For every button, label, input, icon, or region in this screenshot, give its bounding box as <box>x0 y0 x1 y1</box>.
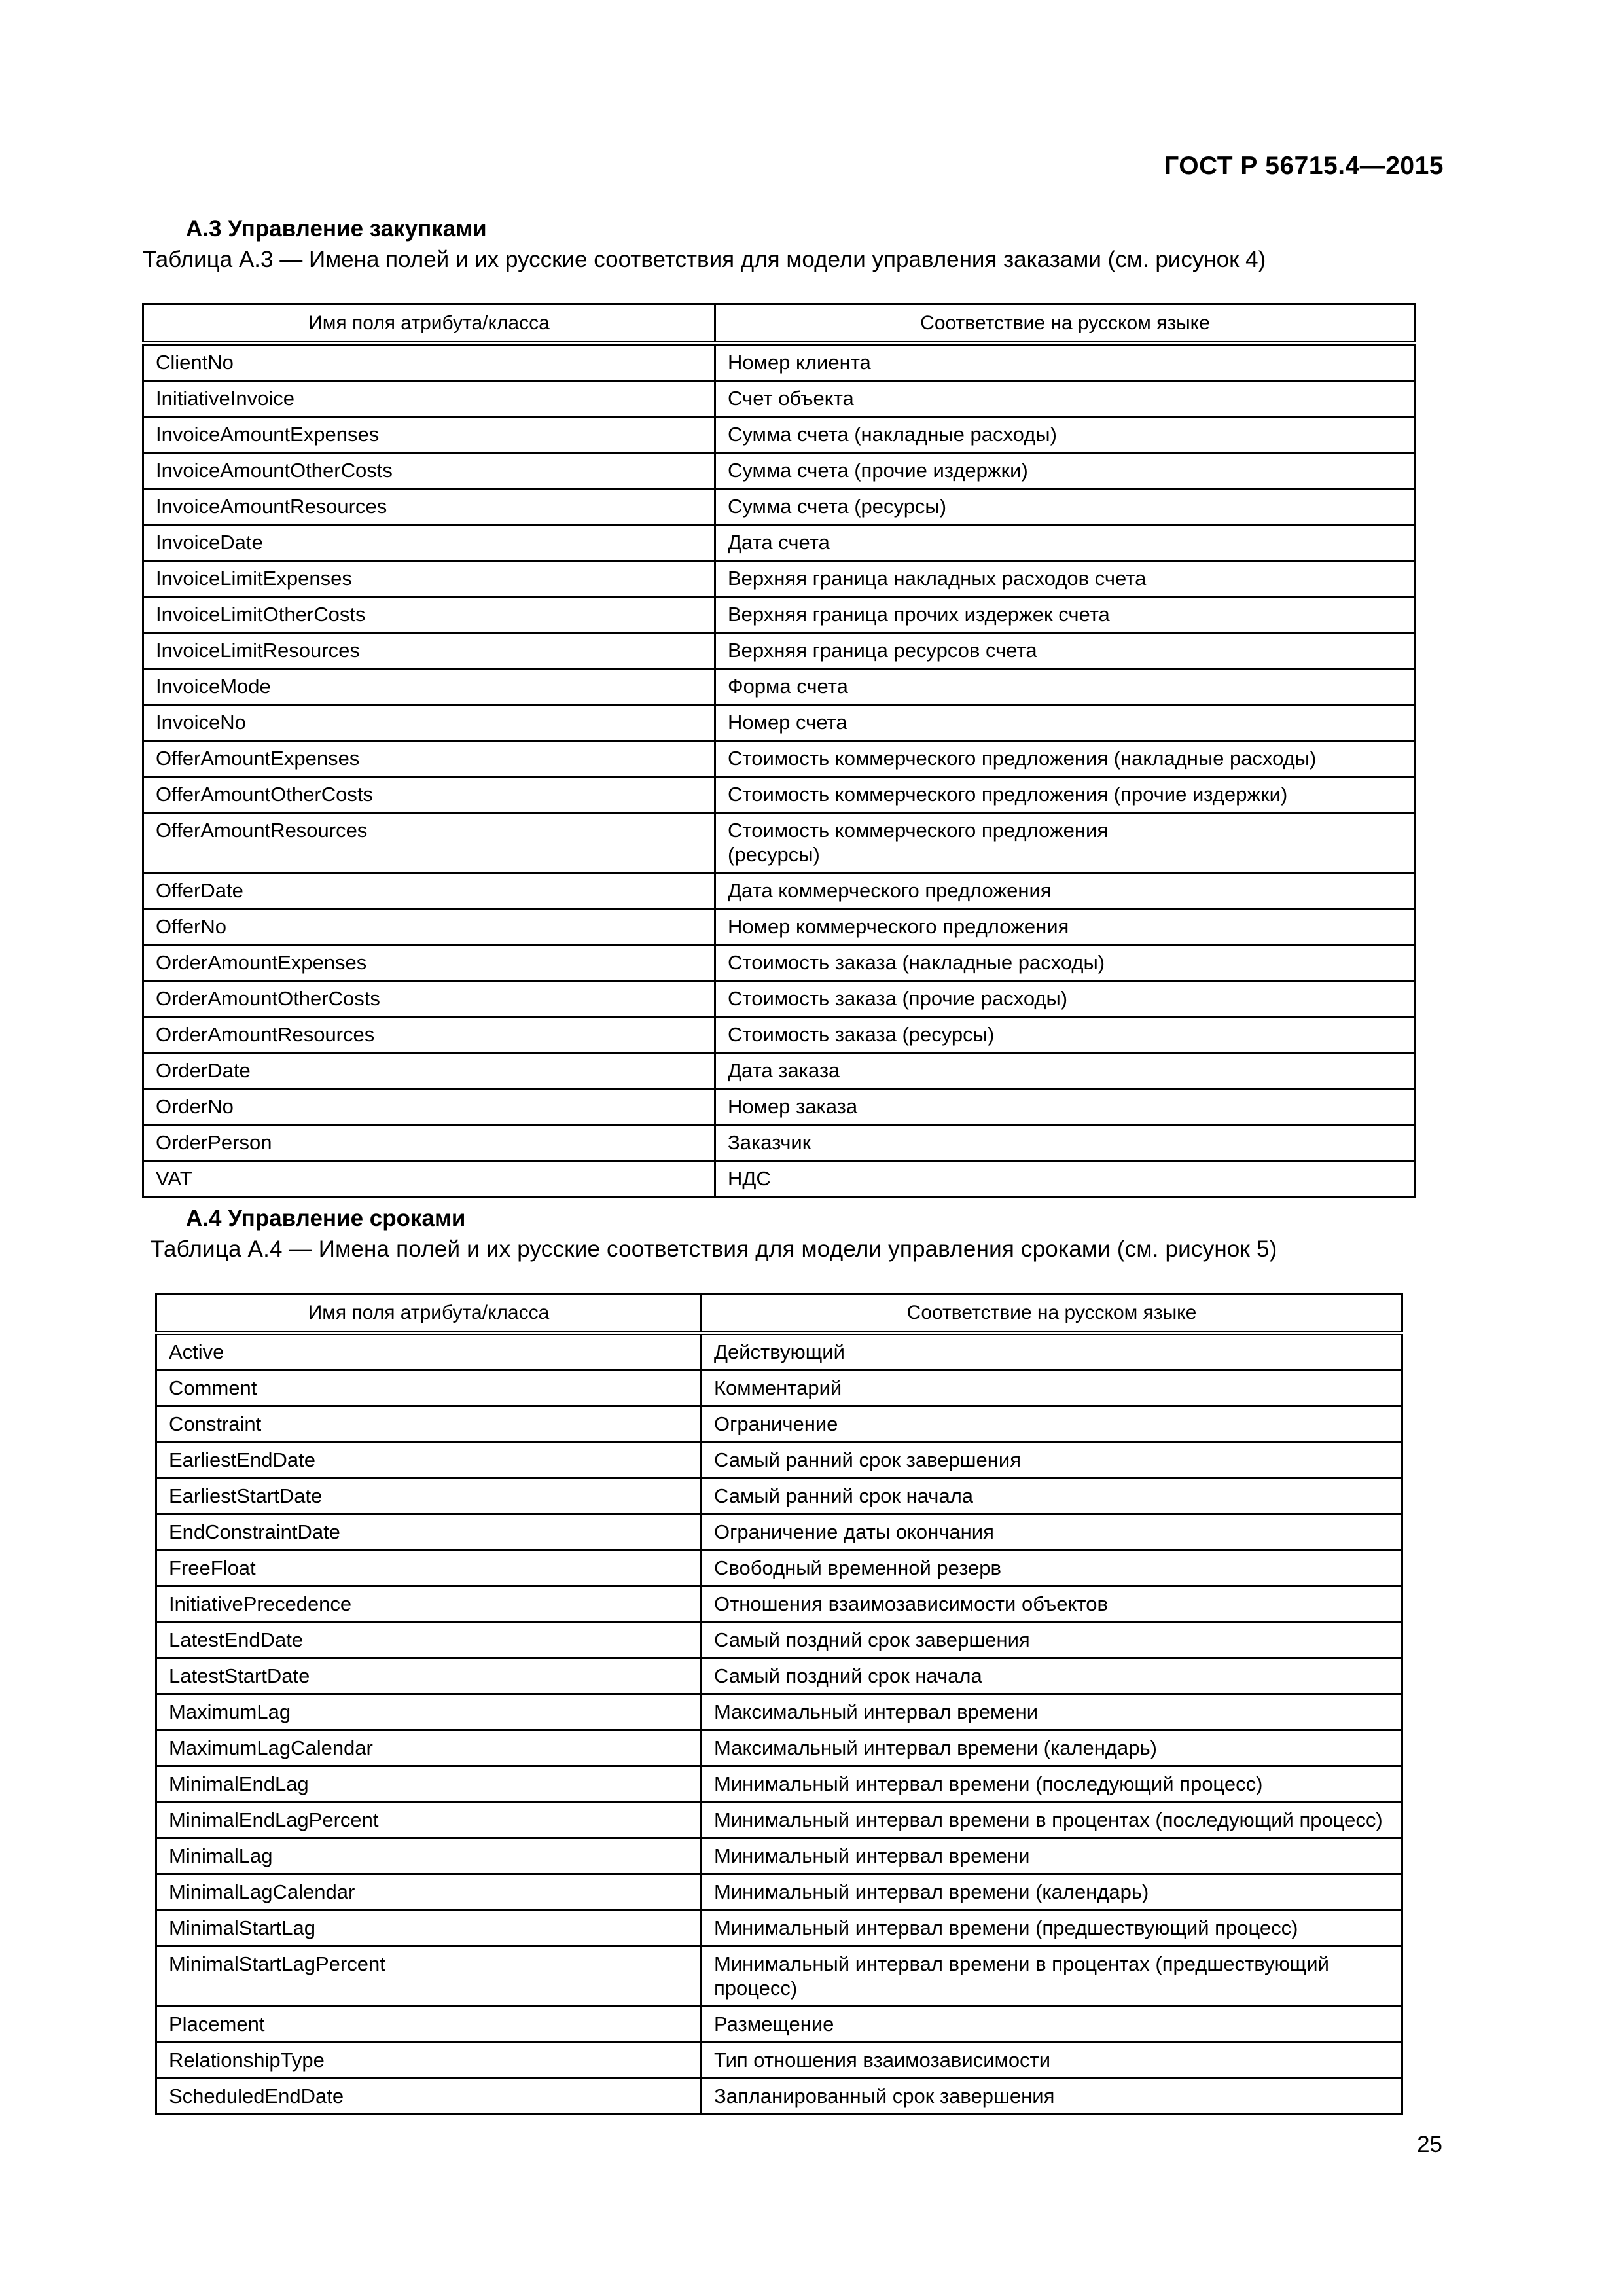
field-name-cell: RelationshipType <box>156 2043 702 2079</box>
russian-term-cell: Действующий <box>702 1333 1402 1371</box>
field-name-cell: FreeFloat <box>156 1551 702 1587</box>
field-name-cell: OfferAmountOtherCosts <box>143 777 715 813</box>
table-row <box>143 705 1416 741</box>
table-row <box>143 741 1416 777</box>
russian-term-cell: Комментарий <box>702 1371 1402 1407</box>
field-name-cell: OrderDate <box>143 1053 715 1089</box>
field-name-cell: OfferAmountResources <box>143 813 715 873</box>
table-row <box>143 1089 1416 1125</box>
table-row <box>156 2079 1402 2115</box>
table-row <box>143 669 1416 705</box>
russian-term-cell: Максимальный интервал времени (календарь) <box>702 1731 1402 1767</box>
table-row <box>143 344 1416 381</box>
field-name-cell: OfferDate <box>143 873 715 909</box>
field-name-cell: InitiativeInvoice <box>143 381 715 417</box>
field-name-cell: EndConstraintDate <box>156 1515 702 1551</box>
field-name-cell: InvoiceAmountExpenses <box>143 417 715 453</box>
russian-term-cell: Свободный временной резерв <box>702 1551 1402 1587</box>
table-row <box>156 1839 1402 1874</box>
table-row <box>156 1443 1402 1479</box>
field-name-cell: OrderNo <box>143 1089 715 1125</box>
table-row <box>156 1587 1402 1623</box>
russian-term-cell: Верхняя граница прочих издержек счета <box>715 597 1416 633</box>
table-header-row <box>143 304 1416 344</box>
russian-term-cell: Стоимость коммерческого предложения (прочие издержки) <box>715 777 1416 813</box>
table-row <box>143 525 1416 561</box>
table-row <box>143 1053 1416 1089</box>
table-caption-a3: Таблица А.3 — Имена полей и их русские соответствия для модели управления заказами (см. рисунок 4) <box>143 247 1266 272</box>
field-name-cell: InvoiceAmountResources <box>143 489 715 525</box>
russian-term-cell: Номер клиента <box>715 344 1416 381</box>
russian-term-cell: Сумма счета (накладные расходы) <box>715 417 1416 453</box>
russian-term-cell: Стоимость заказа (прочие расходы) <box>715 981 1416 1017</box>
russian-term-cell: Сумма счета (прочие издержки) <box>715 453 1416 489</box>
document-code: ГОСТ Р 56715.4—2015 <box>1164 152 1444 180</box>
field-name-cell: InvoiceNo <box>143 705 715 741</box>
field-name-cell: InvoiceDate <box>143 525 715 561</box>
russian-term-cell: Верхняя граница ресурсов счета <box>715 633 1416 669</box>
field-name-cell: InvoiceLimitOtherCosts <box>143 597 715 633</box>
table-row <box>143 909 1416 945</box>
table-row <box>143 945 1416 981</box>
table-row <box>143 1161 1416 1197</box>
field-name-cell: OrderAmountExpenses <box>143 945 715 981</box>
table-row <box>156 1515 1402 1551</box>
column-header-russian: Соответствие на русском языке <box>702 1294 1402 1333</box>
section-title-a4: А.4 Управление сроками <box>186 1206 466 1231</box>
field-name-cell: EarliestEndDate <box>156 1443 702 1479</box>
field-name-cell: Constraint <box>156 1407 702 1443</box>
field-name-cell: Comment <box>156 1371 702 1407</box>
russian-term-cell: Стоимость коммерческого предложения (ресурсы) <box>715 813 1416 873</box>
russian-term-cell: Минимальный интервал времени <box>702 1839 1402 1874</box>
field-name-cell: OfferAmountExpenses <box>143 741 715 777</box>
table-row <box>143 1125 1416 1161</box>
table-row <box>156 1333 1402 1371</box>
field-name-cell: MinimalStartLag <box>156 1910 702 1946</box>
russian-term-cell: Заказчик <box>715 1125 1416 1161</box>
field-name-cell: InvoiceLimitResources <box>143 633 715 669</box>
field-name-cell: MaximumLagCalendar <box>156 1731 702 1767</box>
russian-term-cell: Запланированный срок завершения <box>702 2079 1402 2115</box>
field-name-cell: InvoiceAmountOtherCosts <box>143 453 715 489</box>
russian-term-cell: Минимальный интервал времени (предшествующий процесс) <box>702 1910 1402 1946</box>
russian-term-cell: Дата коммерческого предложения <box>715 873 1416 909</box>
russian-term-cell: Сумма счета (ресурсы) <box>715 489 1416 525</box>
russian-term-cell: Минимальный интервал времени в процентах (последующий процесс) <box>702 1803 1402 1839</box>
table-row <box>143 381 1416 417</box>
page-number: 25 <box>1417 2132 1442 2157</box>
table-row <box>156 1695 1402 1731</box>
table-row <box>156 1551 1402 1587</box>
table-a4 <box>155 1293 1403 2115</box>
field-name-cell: InvoiceLimitExpenses <box>143 561 715 597</box>
russian-term-cell: Номер заказа <box>715 1089 1416 1125</box>
russian-term-cell: Самый ранний срок завершения <box>702 1443 1402 1479</box>
table-row <box>143 981 1416 1017</box>
russian-term-cell: Самый ранний срок начала <box>702 1479 1402 1515</box>
russian-term-cell: Счет объекта <box>715 381 1416 417</box>
field-name-cell: OrderPerson <box>143 1125 715 1161</box>
russian-term-cell: Номер коммерческого предложения <box>715 909 1416 945</box>
field-name-cell: LatestStartDate <box>156 1659 702 1695</box>
field-name-cell: MinimalLagCalendar <box>156 1874 702 1910</box>
field-name-cell: Active <box>156 1333 702 1371</box>
russian-term-cell: Отношения взаимозависимости объектов <box>702 1587 1402 1623</box>
russian-term-cell: Размещение <box>702 2007 1402 2043</box>
table-row <box>156 2043 1402 2079</box>
russian-term-cell: Форма счета <box>715 669 1416 705</box>
russian-term-cell: Ограничение <box>702 1407 1402 1443</box>
column-header-russian: Соответствие на русском языке <box>715 304 1416 344</box>
field-name-cell: InitiativePrecedence <box>156 1587 702 1623</box>
table-row <box>143 597 1416 633</box>
table-row <box>156 1479 1402 1515</box>
section-title-a3: А.3 Управление закупками <box>186 216 487 242</box>
table-row <box>156 1407 1402 1443</box>
table-row <box>156 1767 1402 1803</box>
russian-term-cell: Тип отношения взаимозависимости <box>702 2043 1402 2079</box>
field-name-cell: LatestEndDate <box>156 1623 702 1659</box>
field-name-cell: OrderAmountResources <box>143 1017 715 1053</box>
russian-term-cell: Максимальный интервал времени <box>702 1695 1402 1731</box>
field-name-cell: MaximumLag <box>156 1695 702 1731</box>
table-row <box>156 1731 1402 1767</box>
column-header-field-name: Имя поля атрибута/класса <box>143 304 715 344</box>
table-row <box>156 1623 1402 1659</box>
table-row <box>143 777 1416 813</box>
russian-term-cell: Минимальный интервал времени (последующий процесс) <box>702 1767 1402 1803</box>
russian-term-cell: Самый поздний срок начала <box>702 1659 1402 1695</box>
field-name-cell: MinimalEndLag <box>156 1767 702 1803</box>
table-row <box>156 2007 1402 2043</box>
russian-term-cell: Минимальный интервал времени в процентах (предшествующий процесс) <box>702 1946 1402 2007</box>
table-row <box>156 1659 1402 1695</box>
russian-term-cell: НДС <box>715 1161 1416 1197</box>
russian-term-cell: Стоимость заказа (накладные расходы) <box>715 945 1416 981</box>
russian-term-cell: Минимальный интервал времени (календарь) <box>702 1874 1402 1910</box>
table-row <box>143 633 1416 669</box>
russian-term-cell: Номер счета <box>715 705 1416 741</box>
field-name-cell: InvoiceMode <box>143 669 715 705</box>
table-row <box>156 1874 1402 1910</box>
russian-term-cell: Ограничение даты окончания <box>702 1515 1402 1551</box>
field-name-cell: Placement <box>156 2007 702 2043</box>
table-row <box>143 1017 1416 1053</box>
russian-term-cell: Стоимость заказа (ресурсы) <box>715 1017 1416 1053</box>
field-name-cell: MinimalStartLagPercent <box>156 1946 702 2007</box>
column-header-field-name: Имя поля атрибута/класса <box>156 1294 702 1333</box>
table-row <box>156 1803 1402 1839</box>
table-a3 <box>142 303 1416 1198</box>
table-row <box>156 1910 1402 1946</box>
russian-term-cell: Дата счета <box>715 525 1416 561</box>
russian-term-cell: Верхняя граница накладных расходов счета <box>715 561 1416 597</box>
russian-term-cell: Дата заказа <box>715 1053 1416 1089</box>
table-row <box>156 1371 1402 1407</box>
field-name-cell: ClientNo <box>143 344 715 381</box>
field-name-cell: VAT <box>143 1161 715 1197</box>
table-header-row <box>156 1294 1402 1333</box>
russian-term-cell: Стоимость коммерческого предложения (накладные расходы) <box>715 741 1416 777</box>
table-row <box>156 1946 1402 2007</box>
table-caption-a4: Таблица А.4 — Имена полей и их русские соответствия для модели управления сроками (см. рисунок 5) <box>151 1236 1277 1262</box>
field-name-cell: OrderAmountOtherCosts <box>143 981 715 1017</box>
field-name-cell: EarliestStartDate <box>156 1479 702 1515</box>
field-name-cell: OfferNo <box>143 909 715 945</box>
field-name-cell: MinimalLag <box>156 1839 702 1874</box>
field-name-cell: MinimalEndLagPercent <box>156 1803 702 1839</box>
table-row <box>143 489 1416 525</box>
table-row <box>143 453 1416 489</box>
field-name-cell: ScheduledEndDate <box>156 2079 702 2115</box>
russian-term-cell: Самый поздний срок завершения <box>702 1623 1402 1659</box>
table-row <box>143 417 1416 453</box>
table-row <box>143 561 1416 597</box>
table-row <box>143 873 1416 909</box>
table-row <box>143 813 1416 873</box>
